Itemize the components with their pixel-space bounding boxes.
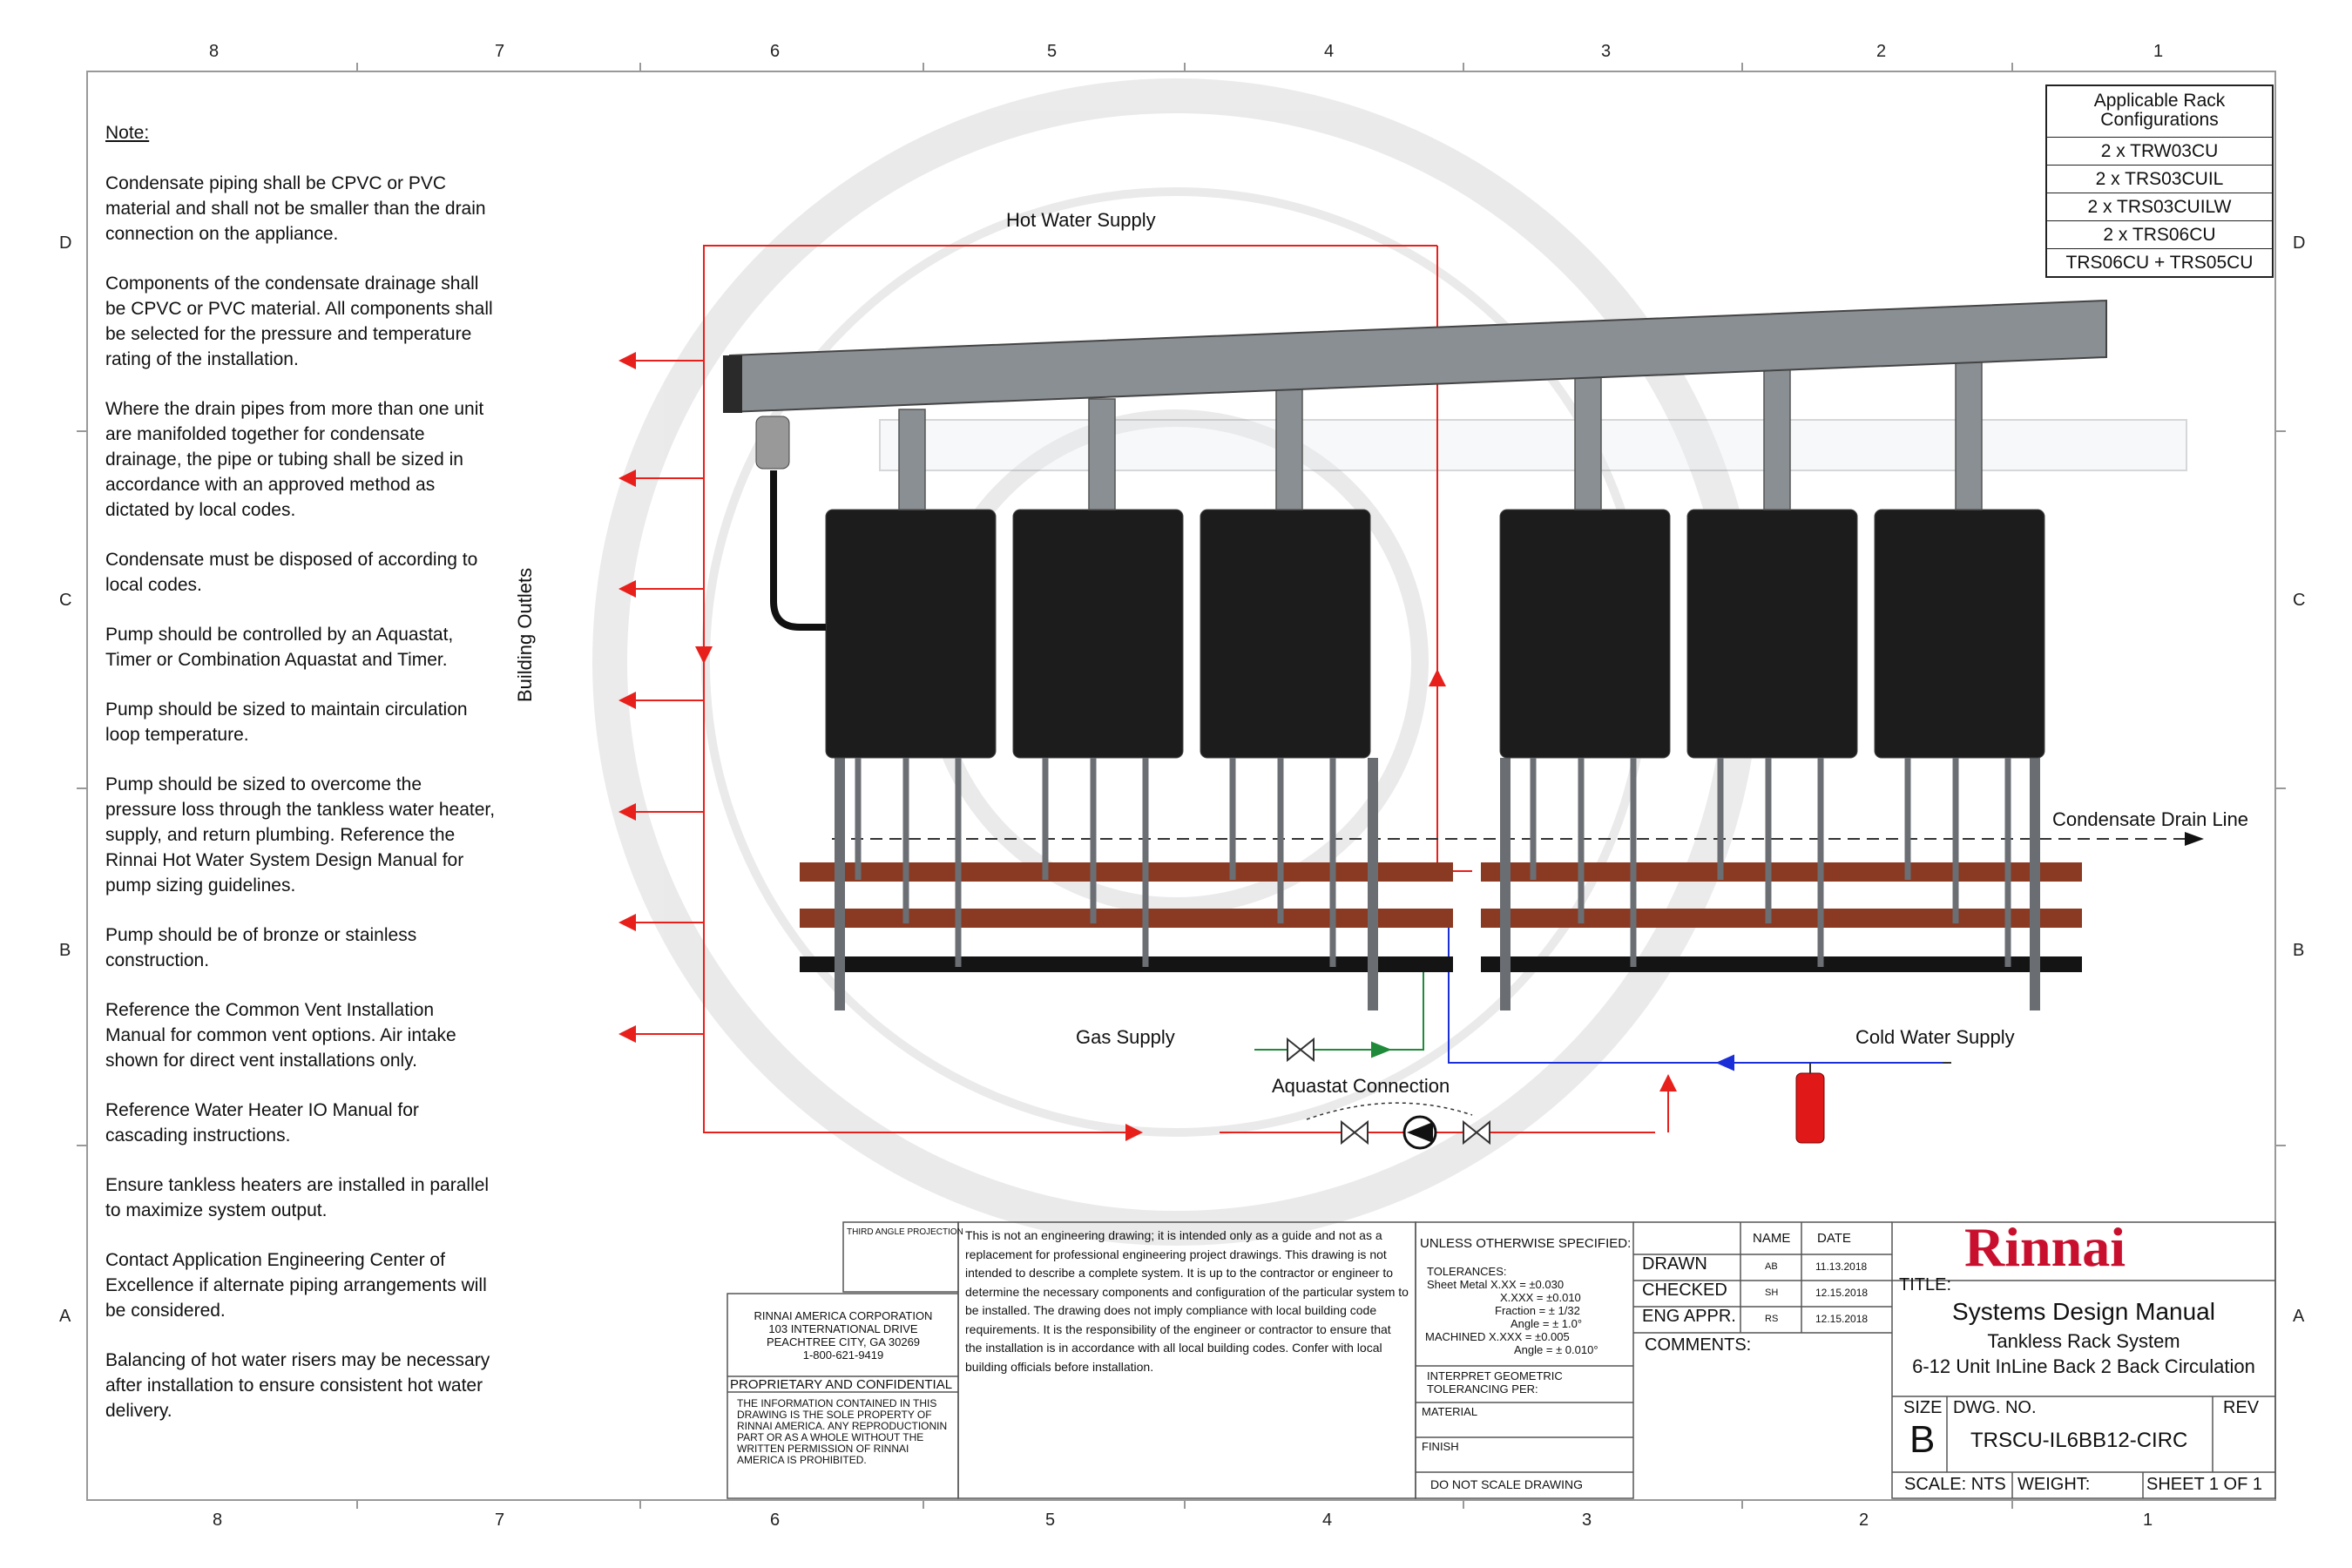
proprietary-label: PROPRIETARY AND CONFIDENTIAL: [730, 1377, 953, 1392]
tolerance-line: Sheet Metal X.XX = ±0.030: [1427, 1278, 1565, 1291]
zone-col-5-bottom: 5: [1045, 1511, 1056, 1530]
rack-config-header: Applicable Rack Configurations: [2093, 91, 2226, 130]
zone-col-2: 2: [1876, 42, 1887, 61]
checked-label: CHECKED: [1642, 1281, 1727, 1300]
rev-label: REV: [2223, 1398, 2260, 1417]
company-name: RINNAI AMERICA CORPORATION: [754, 1309, 933, 1322]
tolerance-line: Angle = ± 1.0°: [1511, 1317, 1583, 1330]
company-phone: 1-800-621-9419: [802, 1348, 884, 1362]
eng-appr-label: ENG APPR.: [1642, 1307, 1736, 1326]
note-item: Reference the Common Vent Installation Manual for common vent options. Air intake shown for direct vent installations only.: [105, 1000, 456, 1071]
zone-col-3: 3: [1601, 42, 1612, 61]
tolerance-line: X.XXX = ±0.010: [1500, 1291, 1581, 1304]
hot-water-supply-label: Hot Water Supply: [1006, 209, 1156, 231]
drawn-name: AB: [1765, 1261, 1778, 1272]
zone-col-3-bottom: 3: [1582, 1511, 1592, 1530]
zone-col-8-bottom: 8: [213, 1511, 223, 1530]
proprietary-text: THE INFORMATION CONTAINED IN THIS DRAWING IS THE SOLE PROPERTY OF RINNAI AMERICA. ANY REPRODUCTIONIN PART OR AS A WHOLE WITHOUT THE WRITTEN PERMISSION OF RINNAI AMERICA IS PROHIBITED.: [737, 1397, 948, 1466]
tolerances-label: TOLERANCES:: [1427, 1265, 1507, 1278]
notes-title: Note:: [105, 123, 150, 143]
disclaimer-text: This is not an engineering drawing; it is intended only as a guide and not as a replacement for professional engineering project drawings. This drawing is not intended to describe a complete system. It is up to the contractor or engineer to determine the necessary components and configuration of the particular system to be installed. The drawing does not imply compliance with local building code requirements. It is the responsibility of the engineer or contractor to ensure that the installation is in accordance with all local building codes. Confer with local building officials before installation.: [965, 1228, 1409, 1374]
note-item: Pump should be sized to overcome the pressure loss through the tankless water heater, supply, and return plumbing. Reference the Rinnai Hot Water System Design Manual for pump sizing guidelines.: [105, 774, 496, 896]
do-not-scale: DO NOT SCALE DRAWING: [1430, 1477, 1584, 1491]
zone-row-b: B: [59, 941, 71, 960]
zone-row-b-right: B: [2293, 941, 2305, 960]
rack-config-item: TRS06CU + TRS05CU: [2047, 248, 2272, 276]
note-item: Pump should be of bronze or stainless construction.: [105, 925, 417, 970]
rinnai-logo: Rinnai: [1964, 1216, 2126, 1278]
aquastat-connection-label: Aquastat Connection: [1272, 1075, 1450, 1097]
tolerance-line: MACHINED X.XXX = ±0.005: [1425, 1330, 1570, 1343]
company-street: 103 INTERNATIONAL DRIVE: [768, 1322, 918, 1335]
note-item: Contact Application Engineering Center of Excellence if alternate piping arrangements will be considered.: [105, 1250, 487, 1321]
note-item: Pump should be sized to maintain circulation loop temperature.: [105, 700, 468, 745]
rack-config-item: 2 x TRW03CU: [2047, 137, 2272, 165]
scale-label: SCALE: NTS: [1904, 1475, 2006, 1494]
zone-col-4-bottom: 4: [1322, 1511, 1333, 1530]
zone-col-5: 5: [1047, 42, 1058, 61]
zone-col-7-bottom: 7: [495, 1511, 505, 1530]
finish-label: FINISH: [1422, 1440, 1459, 1453]
zone-row-d-right: D: [2293, 233, 2306, 253]
title-line-1: Systems Design Manual: [1952, 1298, 2215, 1325]
note-item: Condensate piping shall be CPVC or PVC material and shall not be smaller than the drain connection on the appliance.: [105, 173, 486, 244]
zone-col-4: 4: [1324, 42, 1335, 61]
title-line-3: 6-12 Unit InLine Back 2 Back Circulation: [1912, 1355, 2255, 1377]
zone-col-8: 8: [209, 42, 220, 61]
zone-row-c: C: [59, 591, 72, 610]
zone-row-a: A: [59, 1307, 71, 1326]
title-label: TITLE:: [1899, 1275, 1952, 1294]
material-label: MATERIAL: [1422, 1405, 1478, 1418]
note-item: Balancing of hot water risers may be necessary after installation to ensure consistent hot water delivery.: [105, 1350, 490, 1421]
note-item: Components of the condensate drainage shall be CPVC or PVC material. All components shall be selected for the pressure and temperature rating of the installation.: [105, 274, 493, 369]
eng-appr-name: RS: [1765, 1314, 1779, 1324]
title-line-2: Tankless Rack System: [1987, 1330, 2180, 1352]
note-item: Where the drain pipes from more than one unit are manifolded together for condensate drainage, the pipe or tubing shall be sized in accordance with an approved method as dictated by local codes.: [105, 399, 484, 520]
note-item: Pump should be controlled by an Aquastat, Timer or Combination Aquastat and Timer.: [105, 625, 454, 670]
cold-water-supply-label: Cold Water Supply: [1855, 1026, 2015, 1048]
company-city: PEACHTREE CITY, GA 30269: [766, 1335, 921, 1348]
gas-supply-label: Gas Supply: [1076, 1026, 1175, 1048]
tolerance-line: Fraction = ± 1/32: [1495, 1304, 1580, 1317]
company-address: [730, 1309, 956, 1362]
note-item: Condensate must be disposed of according to local codes.: [105, 550, 478, 595]
eng-appr-date: 12.15.2018: [1815, 1313, 1869, 1325]
rack-config-item: 2 x TRS06CU: [2047, 220, 2272, 248]
interpret-label: INTERPRET GEOMETRIC TOLERANCING PER:: [1427, 1369, 1563, 1396]
weight-label: WEIGHT:: [2017, 1475, 2091, 1494]
zone-col-1-bottom: 1: [2143, 1511, 2153, 1530]
zone-row-a-right: A: [2293, 1307, 2305, 1326]
rack-config-item: 2 x TRS03CUILW: [2047, 193, 2272, 220]
zone-col-6-bottom: 6: [770, 1511, 781, 1530]
unless-specified: UNLESS OTHERWISE SPECIFIED:: [1420, 1236, 1632, 1251]
drawn-date: 11.13.2018: [1815, 1260, 1868, 1273]
size-value: B: [1909, 1418, 1936, 1461]
note-item: Ensure tankless heaters are installed in parallel to maximize system output.: [105, 1175, 490, 1220]
zone-col-6: 6: [770, 42, 781, 61]
zone-col-1: 1: [2153, 42, 2164, 61]
checked-name: SH: [1765, 1288, 1779, 1298]
comments-label: COMMENTS:: [1645, 1335, 1752, 1355]
note-item: Reference Water Heater IO Manual for cascading instructions.: [105, 1100, 419, 1146]
dwg-no-label: DWG. NO.: [1953, 1398, 2037, 1417]
condensate-drain-label: Condensate Drain Line: [2052, 808, 2249, 830]
building-outlets-label: Building Outlets: [514, 567, 536, 702]
rack-config-item: 2 x TRS03CUIL: [2047, 165, 2272, 193]
third-angle-label: THIRD ANGLE PROJECTION: [847, 1227, 963, 1237]
sheet-label: SHEET 1 OF 1: [2146, 1475, 2263, 1494]
tolerance-line: Angle = ± 0.010°: [1514, 1343, 1598, 1356]
size-label: SIZE: [1903, 1398, 1943, 1417]
zone-row-c-right: C: [2293, 591, 2306, 610]
zone-row-d: D: [59, 233, 72, 253]
zone-col-7: 7: [495, 42, 505, 61]
zone-col-2-bottom: 2: [1859, 1511, 1869, 1530]
drawn-label: DRAWN: [1642, 1254, 1707, 1274]
name-header: NAME: [1753, 1231, 1791, 1246]
date-header: DATE: [1817, 1231, 1851, 1246]
dwg-no-value: TRSCU-IL6BB12-CIRC: [1970, 1429, 2188, 1452]
checked-date: 12.15.2018: [1815, 1287, 1869, 1299]
